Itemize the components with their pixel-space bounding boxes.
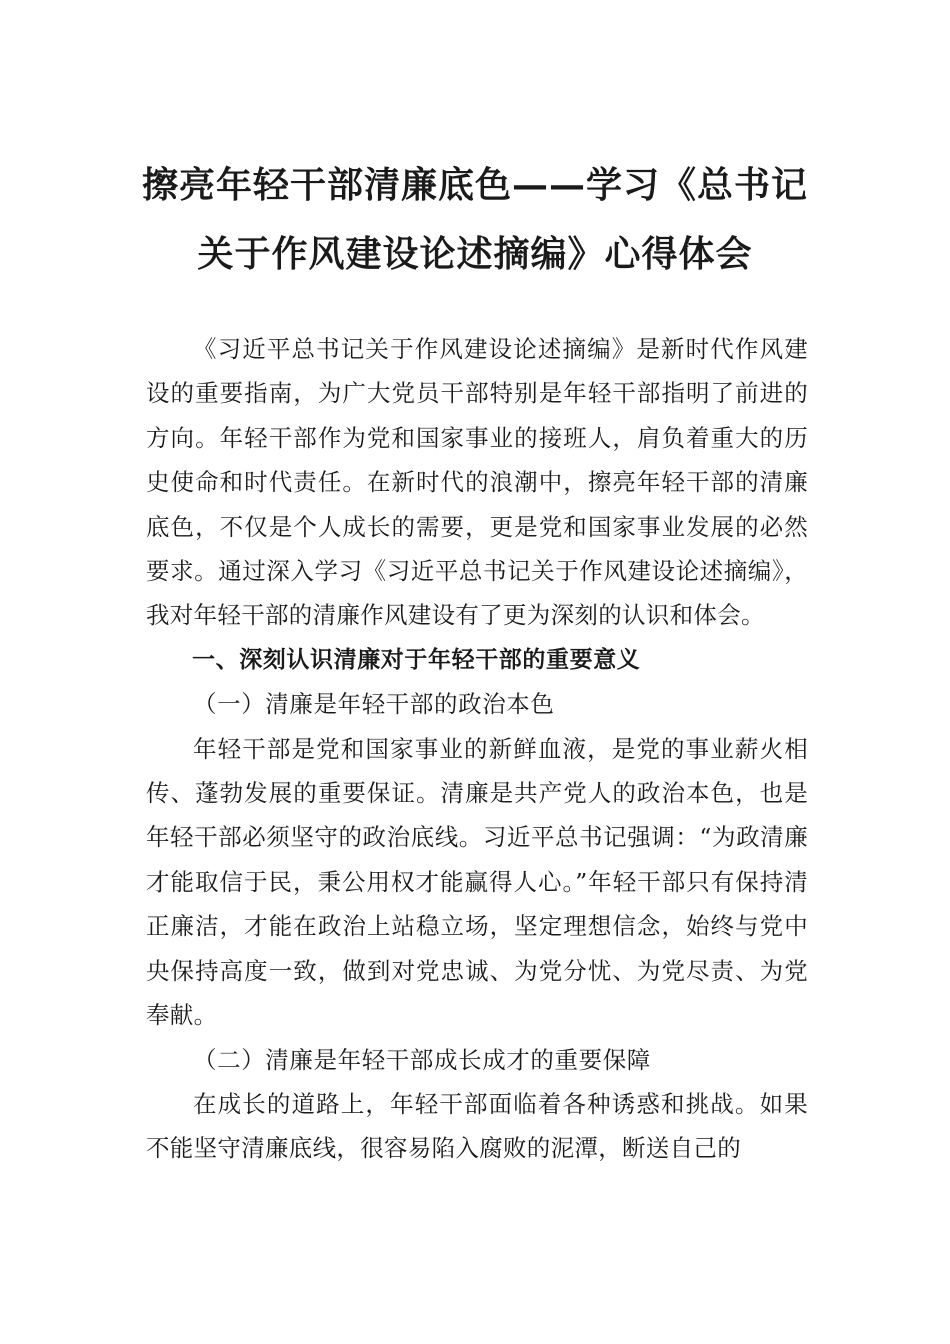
section-1-heading: 一、深刻认识清廉对于年轻干部的重要意义 — [192, 646, 641, 673]
intro-paragraph: 《习近平总书记关于作风建设论述摘编》是新时代作风建设的重要指南，为广大党员干部特别是年轻干部指明了前进的方向。年轻干部作为党和国家事业的接班人，肩负着重大的历史使命和时代责任。在新时代的浪潮中，擦亮年轻干部的清廉底色，不仅是个人成长的需要，更是党和国家事业发展的必然要求。通过深入学习《习近平总书记关于作风建设论述摘编》，我对年轻干部的清廉作风建设有了更为深刻的认识和体会。 — [146, 335, 808, 630]
document-body — [146, 327, 808, 1171]
document-title-line-2: 关于作风建设论述摘编》心得体会 — [197, 233, 753, 275]
subsection-1-paragraph: 年轻干部是党和国家事业的新鲜血液，是党的事业薪火相传、蓬勃发展的重要保证。清廉是共产党人的政治本色，也是年轻干部必须坚守的政治底线。习近平总书记强调：“为政清廉才能取信于民，秉公用权才能赢得人心。”年轻干部只有保持清正廉洁，才能在政治上站稳立场，坚定理想信念，始终与党中央保持高度一致，做到对党忠诚、为党分忧、为党尽责、为党奉献。 — [146, 734, 808, 1030]
subsection-1-heading: （一）清廉是年轻干部的政治本色 — [193, 690, 555, 719]
document-title-line-1: 擦亮年轻干部清廉底色——学习《总书记 — [141, 164, 808, 206]
subsection-2-heading: （二）清廉是年轻干部成长成才的重要保障 — [193, 1045, 651, 1074]
subsection-2-paragraph: 在成长的道路上，年轻干部面临着各种诱惑和挑战。如果不能坚守清廉底线，很容易陷入腐败的泥潭，断送自己的 — [146, 1089, 808, 1163]
